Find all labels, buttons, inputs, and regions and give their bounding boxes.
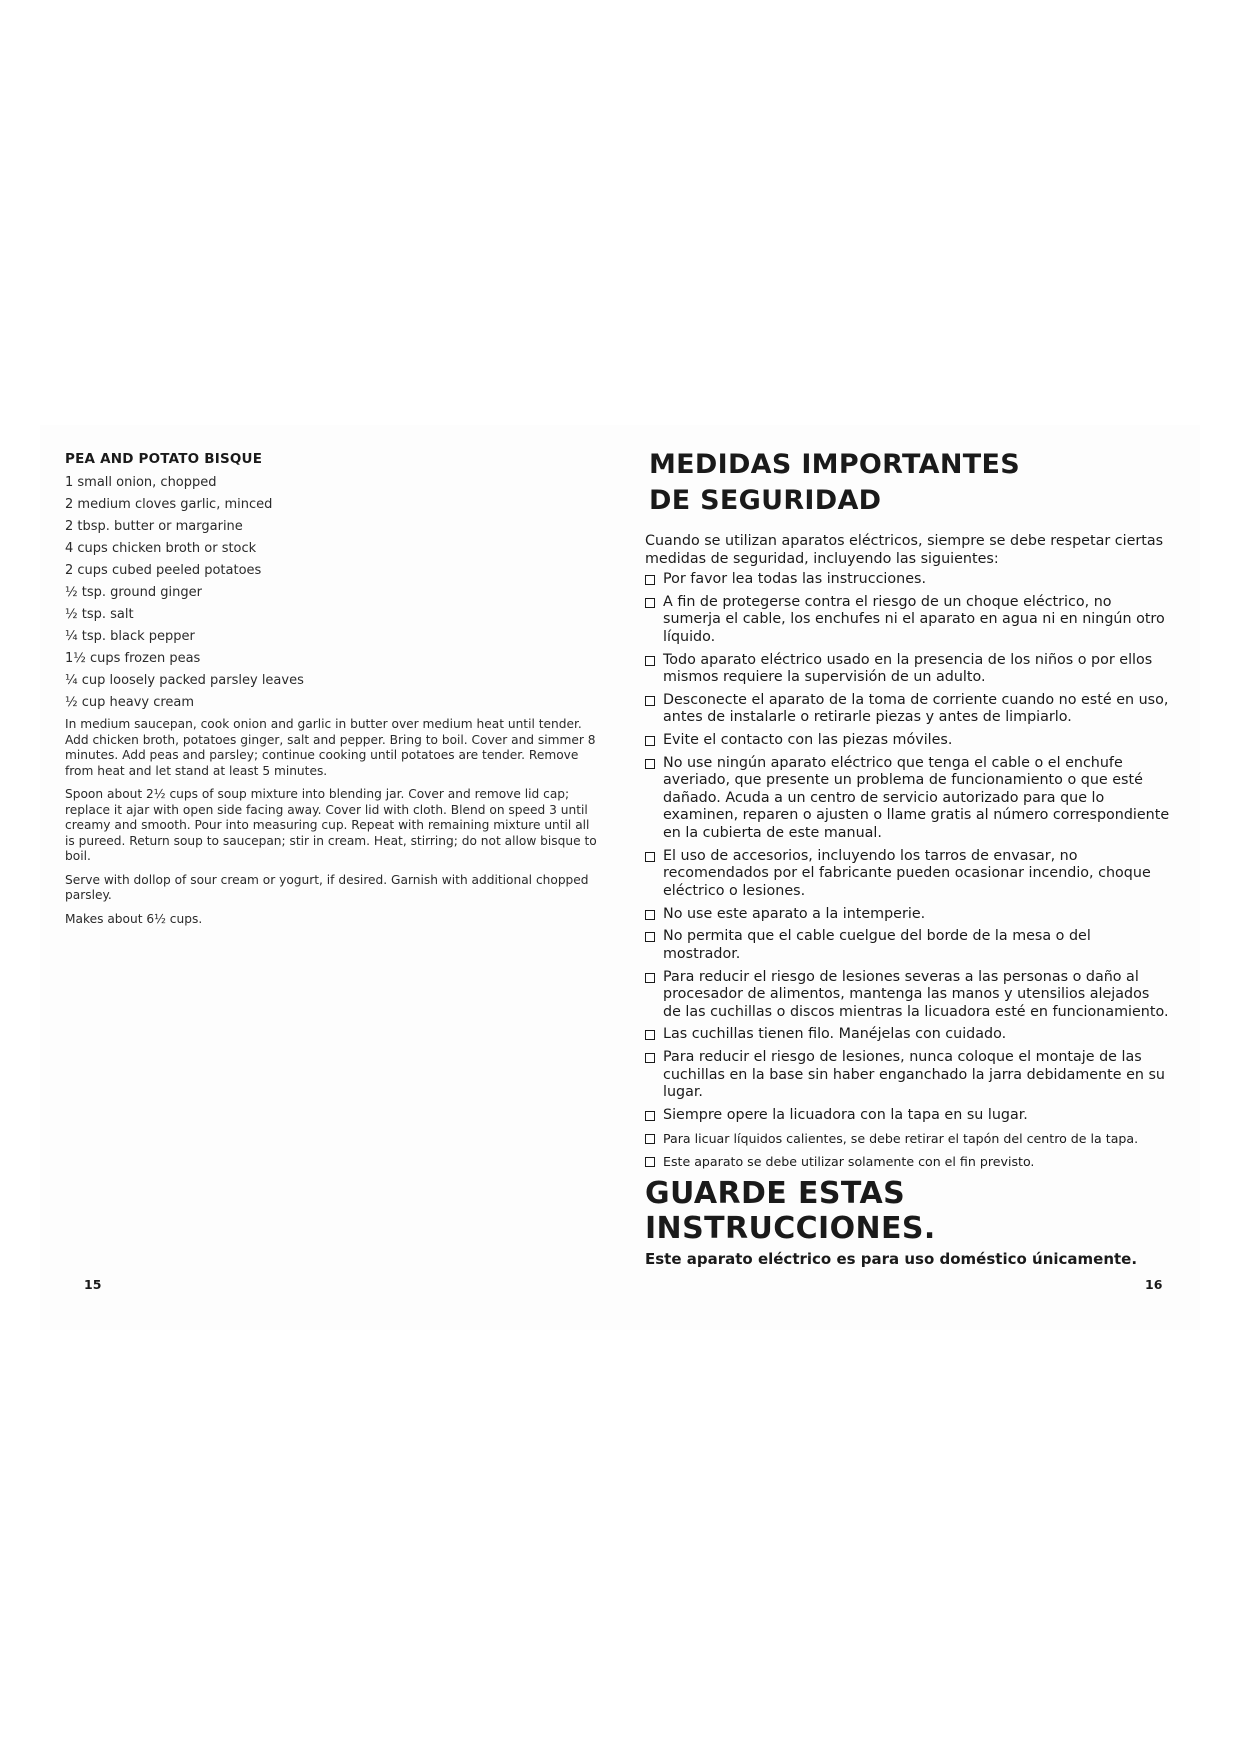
safety-item-text: No use ningún aparato eléctrico que tenga el cable o el enchufe averiado, que presente un problema de funcionamiento o que esté dañado. Acuda a un centro de servicio autorizado para que lo examinen, reparen o ajusten o llame gratis al número correspondiente en la cubierta de este manual. (663, 754, 1170, 841)
safety-item (645, 732, 1170, 750)
ingredient-item: 2 tbsp. butter or margarine (65, 519, 243, 534)
page-number-right: 16 (1145, 1277, 1163, 1292)
safety-item (645, 969, 1170, 1022)
safety-heading-line2: DE SEGURIDAD (649, 485, 882, 516)
household-use-note: Este aparato eléctrico es para uso doméstico únicamente. (645, 1250, 1138, 1269)
checkbox-icon (645, 1157, 655, 1167)
safety-item-text: Todo aparato eléctrico usado en la presencia de los niños o por ellos mismos requiere la supervisión de un adulto. (663, 651, 1153, 686)
checkbox-icon (645, 910, 655, 920)
safety-heading-line1: MEDIDAS IMPORTANTES (649, 449, 1020, 480)
safety-item-text: El uso de accesorios, incluyendo los tarros de envasar, no recomendados por el fabricante pueden ocasionar incendio, choque eléctrico o lesiones. (663, 847, 1151, 899)
safety-list (645, 571, 1170, 1170)
recipe-title: PEA AND POTATO BISQUE (65, 451, 263, 467)
safety-item (645, 692, 1170, 727)
safety-item-text: No permita que el cable cuelgue del borde de la mesa o del mostrador. (663, 928, 1091, 962)
checkbox-icon (645, 852, 655, 862)
safety-heading (649, 447, 1170, 519)
left-page (65, 447, 600, 935)
checkbox-icon (645, 1030, 655, 1040)
page-number-left: 15 (84, 1277, 102, 1292)
safety-item (645, 928, 1170, 963)
safety-item (645, 652, 1170, 687)
ingredient-item: 2 cups cubed peeled potatoes (65, 563, 262, 578)
ingredient-item: 2 medium cloves garlic, minced (65, 497, 273, 512)
ingredient-item: ¼ cup loosely packed parsley leaves (65, 673, 304, 688)
safety-item (645, 594, 1170, 647)
ingredient-item: ¼ tsp. black pepper (65, 629, 195, 644)
recipe-step: Serve with dollop of sour cream or yogurt, if desired. Garnish with additional chopped parsley. (65, 872, 589, 902)
safety-item-text: No use este aparato a la intemperie. (663, 905, 926, 922)
checkbox-icon (645, 736, 655, 746)
safety-item-text: Para reducir el riesgo de lesiones severas a las personas o daño al procesador de alimentos, mantenga las manos y utensilios alejados de las cuchillas o discos mientras la licuadora esté en funcionamiento. (663, 968, 1169, 1020)
ingredient-item: 4 cups chicken broth or stock (65, 541, 257, 556)
safety-item (645, 571, 1170, 589)
checkbox-icon (645, 1111, 655, 1121)
recipe-step: Spoon about 2½ cups of soup mixture into blending jar. Cover and remove lid cap; replace it ajar with open side facing away. Cover lid with cloth. Blend on speed 3 until creamy and smooth. Pour into measuring cup. Repeat with remaining mixture until all is pureed. Return soup to saucepan; stir in cream. Heat, stirring; do not allow bisque to boil. (65, 787, 597, 863)
safety-item-text: Siempre opere la licuadora con la tapa en su lugar. (663, 1107, 1028, 1124)
safety-item (645, 755, 1170, 843)
safety-intro: Cuando se utilizan aparatos eléctricos, siempre se debe respetar ciertas medidas de seguridad, incluyendo las siguientes: (645, 533, 1164, 567)
safety-item (645, 1153, 1170, 1171)
recipe-yield: Makes about 6½ cups. (65, 911, 203, 926)
checkbox-icon (645, 696, 655, 706)
ingredient-item: ½ tsp. salt (65, 607, 134, 622)
checkbox-icon (645, 973, 655, 983)
recipe-step: In medium saucepan, cook onion and garlic in butter over medium heat until tender. Add chicken broth, potatoes ginger, salt and pepper. Bring to boil. Cover and simmer 8 minutes. Add peas and parsley; continue cooking until potatoes are tender. Remove from heat and let stand at least 5 minutes. (65, 717, 596, 778)
right-page (645, 447, 1170, 1268)
safety-item (645, 1049, 1170, 1102)
checkbox-icon (645, 598, 655, 608)
checkbox-icon (645, 1134, 655, 1144)
safety-item (645, 1026, 1170, 1044)
safety-item-text: Este aparato se debe utilizar solamente con el fin previsto. (663, 1153, 1035, 1169)
checkbox-icon (645, 1053, 655, 1063)
safety-item (645, 1130, 1170, 1148)
save-instructions-heading: GUARDE ESTAS INSTRUCCIONES. (645, 1176, 936, 1247)
ingredient-item: 1 small onion, chopped (65, 475, 217, 490)
safety-item (645, 1107, 1170, 1125)
checkbox-icon (645, 656, 655, 666)
safety-item-text: Para reducir el riesgo de lesiones, nunca coloque el montaje de las cuchillas en la base sin haber enganchado la jarra debidamente en su lugar. (663, 1049, 1165, 1101)
ingredient-list (65, 472, 600, 714)
ingredient-item: ½ tsp. ground ginger (65, 585, 202, 600)
ingredient-item: ½ cup heavy cream (65, 695, 195, 710)
checkbox-icon (645, 932, 655, 942)
safety-item (645, 906, 1170, 924)
safety-item-text: Las cuchillas tienen filo. Manéjelas con cuidado. (663, 1026, 1007, 1043)
checkbox-icon (645, 759, 655, 769)
checkbox-icon (645, 575, 655, 585)
safety-item-text: Desconecte el aparato de la toma de corriente cuando no esté en uso, antes de instalarle o retirarle piezas y antes de limpiarlo. (663, 691, 1169, 726)
safety-item-text: Para licuar líquidos calientes, se debe retirar el tapón del centro de la tapa. (663, 1130, 1139, 1146)
safety-item-text: Por favor lea todas las instrucciones. (663, 571, 927, 587)
safety-item (645, 848, 1170, 901)
ingredient-item: 1½ cups frozen peas (65, 651, 201, 666)
safety-item-text: A fin de protegerse contra el riesgo de un choque eléctrico, no sumerja el cable, los enchufes ni el aparato en agua ni en ningún otro líquido. (663, 593, 1165, 645)
safety-item-text: Evite el contacto con las piezas móviles. (663, 732, 953, 749)
